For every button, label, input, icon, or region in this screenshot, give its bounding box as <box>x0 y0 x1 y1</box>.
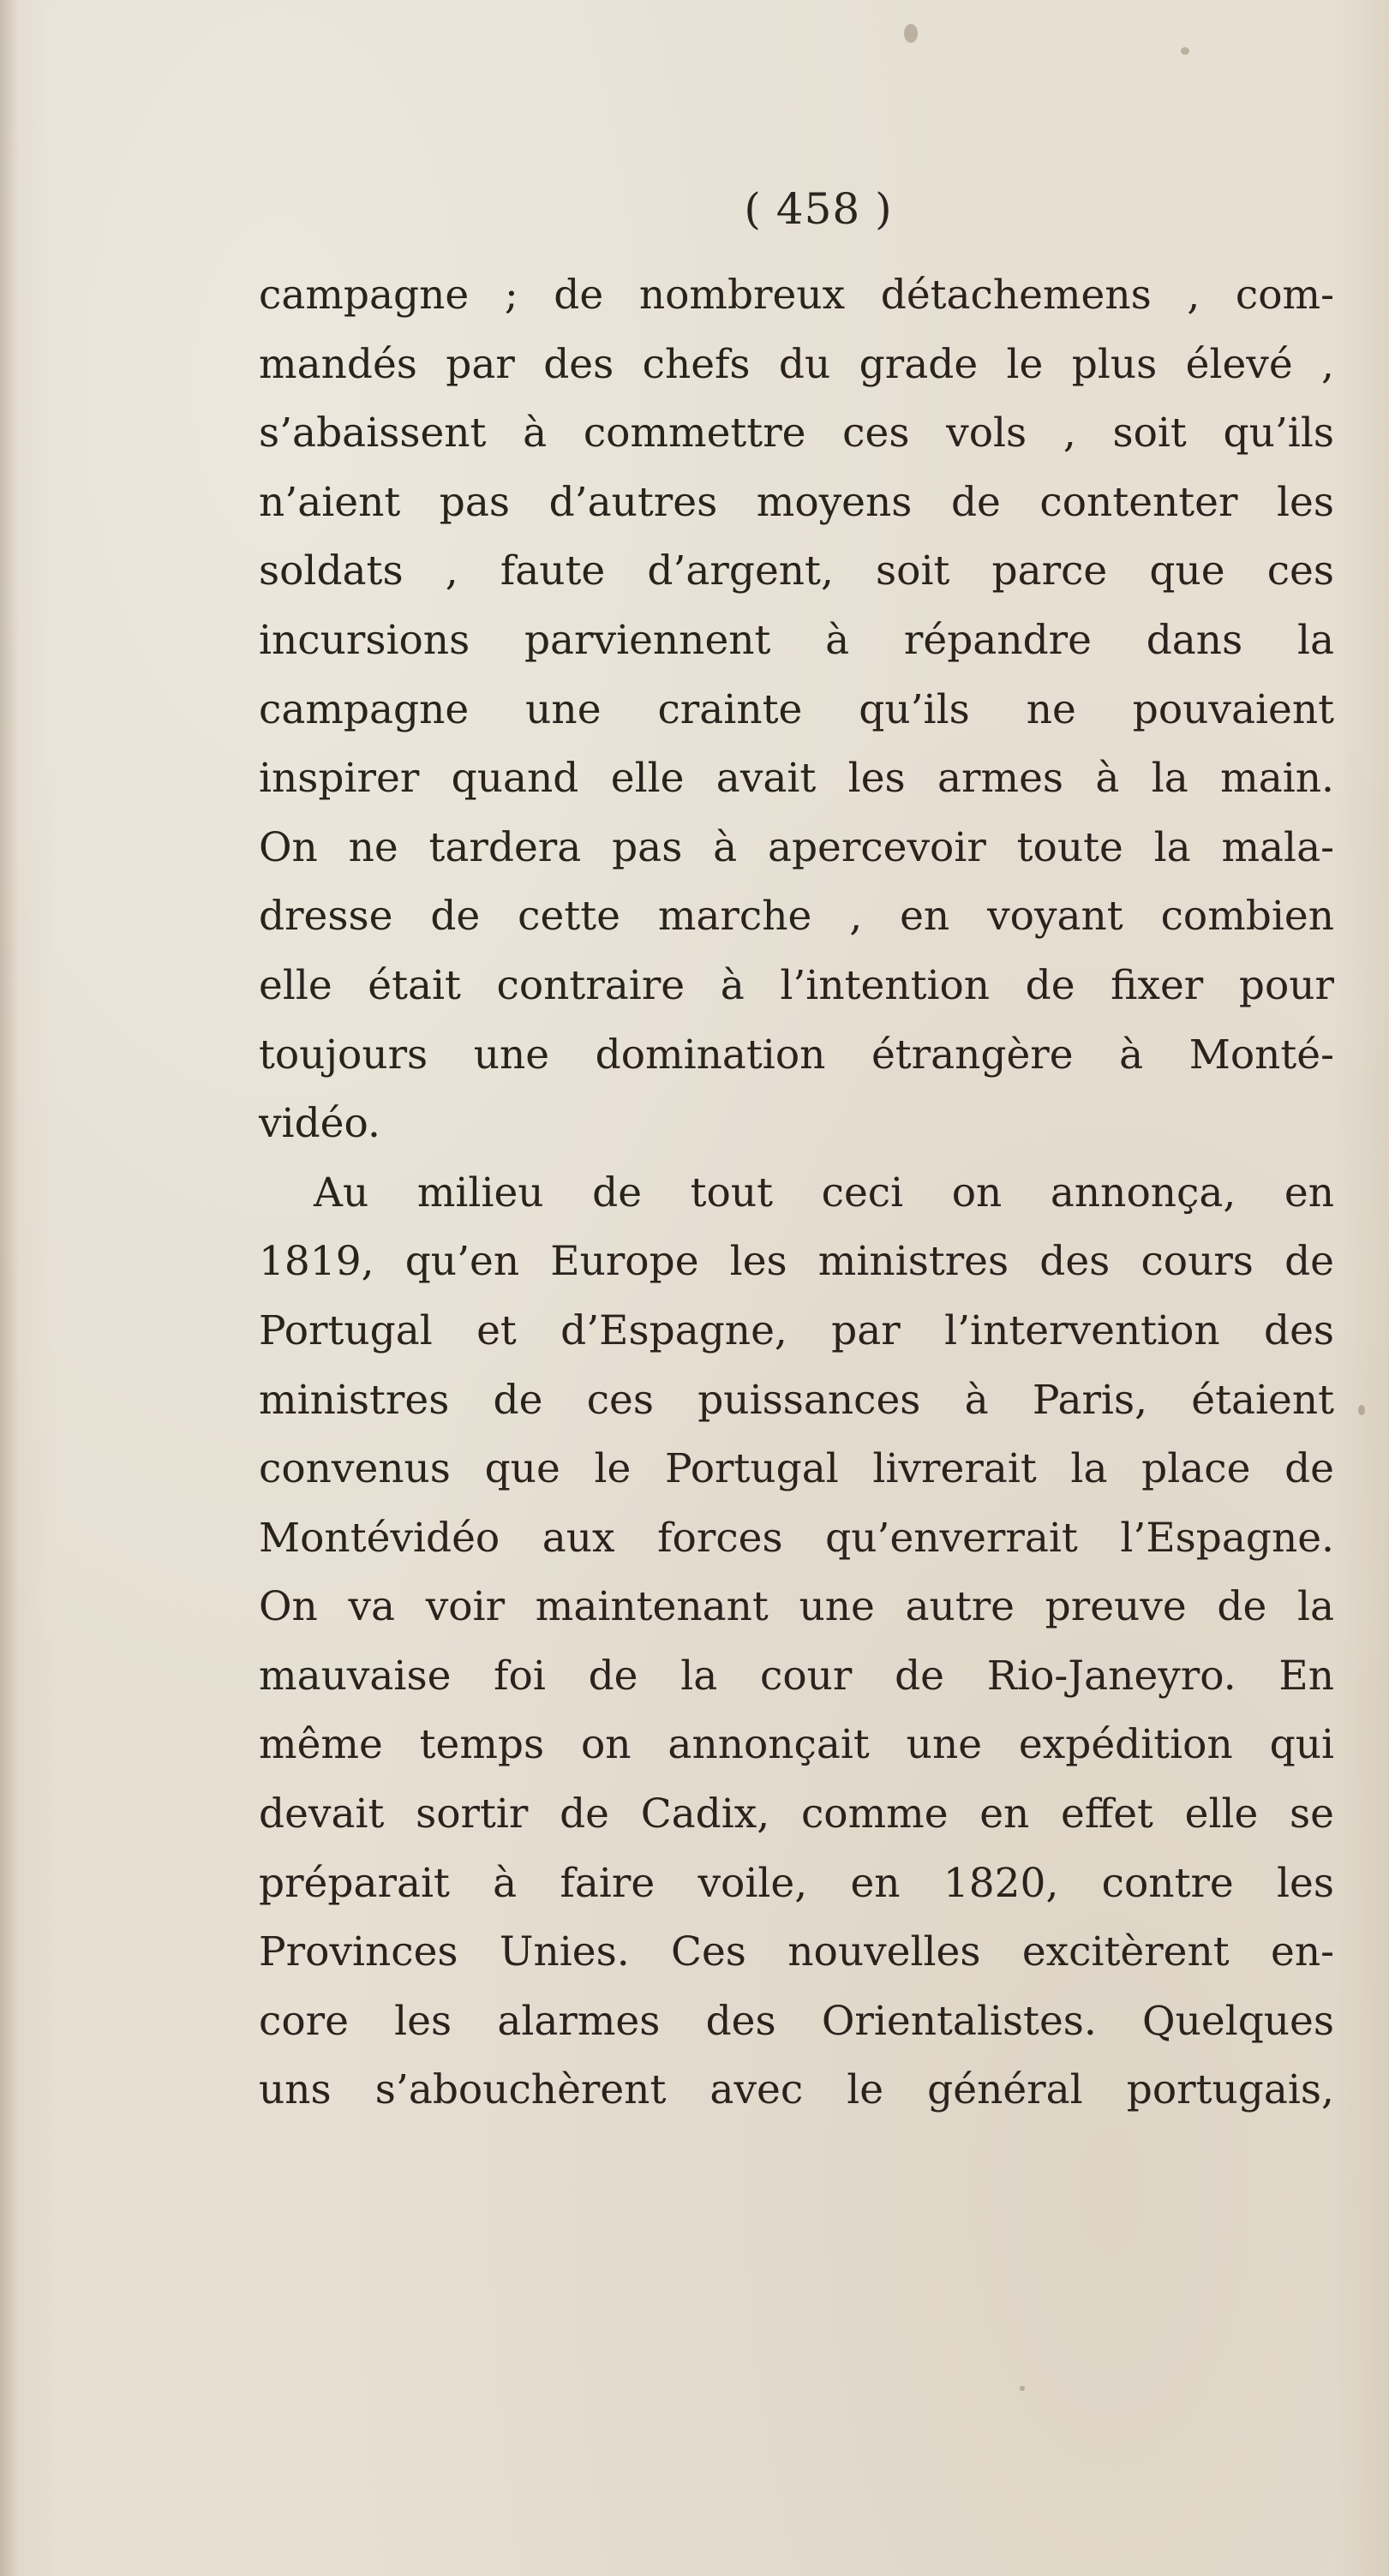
paper-speck <box>1358 1405 1365 1415</box>
text-line: elle était contraire à l’intention de fixer pour <box>259 961 1334 1009</box>
text-line: toujours une domination étrangère à Monté- <box>259 1031 1334 1079</box>
text-line: Provinces Unies. Ces nouvelles excitèrent en- <box>259 1928 1334 1976</box>
page-gutter-shadow <box>0 0 19 2576</box>
page-number: ( 458 ) <box>744 184 893 234</box>
text-line: n’aient pas d’autres moyens de contenter les <box>259 478 1334 526</box>
text-line: s’abaissent à commettre ces vols , soit qu’ils <box>259 409 1334 457</box>
text-line: même temps on annonçait une expédition qui <box>259 1721 1334 1769</box>
text-line: uns s’abouchèrent avec le général portugais, <box>259 2066 1334 2114</box>
text-line: mandés par des chefs du grade le plus élevé , <box>259 340 1334 388</box>
text-line: Au milieu de tout ceci on annonça, en <box>314 1168 1334 1216</box>
text-line: On ne tardera pas à apercevoir toute la mala- <box>259 823 1334 871</box>
paper-speck <box>904 24 918 43</box>
text-line: inspirer quand elle avait les armes à la main. <box>259 755 1334 803</box>
text-line: soldats , faute d’argent, soit parce que ces <box>259 547 1334 595</box>
text-line: On va voir maintenant une autre preuve de la <box>259 1583 1334 1631</box>
text-line: mauvaise foi de la cour de Rio-Janeyro. En <box>259 1652 1334 1700</box>
text-line: incursions parviennent à répandre dans la <box>259 616 1334 664</box>
body-text <box>259 261 1334 2125</box>
text-line: core les alarmes des Orientalistes. Quelques <box>259 1997 1334 2045</box>
paper-speck <box>1181 47 1189 55</box>
text-line: campagne ; de nombreux détachemens , com- <box>259 272 1334 319</box>
text-line: vidéo. <box>259 1100 380 1148</box>
text-line: Montévidéo aux forces qu’enverrait l’Espagne. <box>259 1514 1334 1562</box>
text-line: convenus que le Portugal livrerait la place de <box>259 1445 1334 1493</box>
text-line: préparait à faire voile, en 1820, contre les <box>259 1859 1334 1907</box>
text-line: campagne une crainte qu’ils ne pouvaient <box>259 685 1334 733</box>
text-line: 1819, qu’en Europe les ministres des cours de <box>259 1238 1334 1286</box>
text-line: devait sortir de Cadix, comme en effet elle se <box>259 1790 1334 1838</box>
text-line: dresse de cette marche , en voyant combien <box>259 893 1334 941</box>
paper-speck <box>1020 2386 1025 2391</box>
text-line: ministres de ces puissances à Paris, étaient <box>259 1376 1334 1424</box>
text-line: Portugal et d’Espagne, par l’intervention des <box>259 1306 1334 1354</box>
